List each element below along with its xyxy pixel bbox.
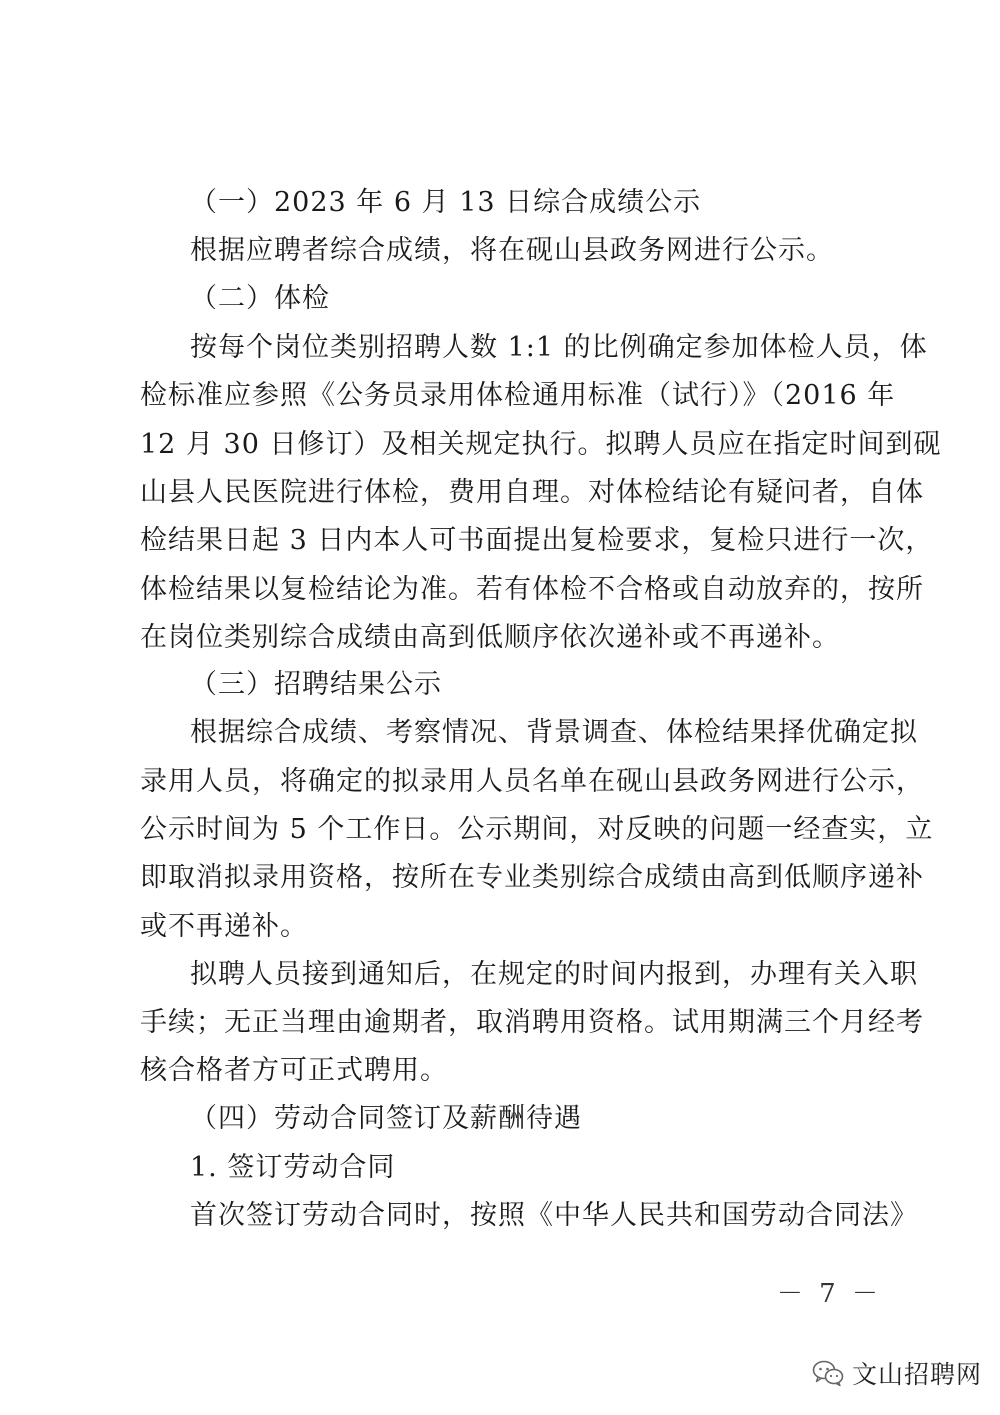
- paragraph-line: 或不再递补。: [140, 911, 308, 942]
- page-number: － 7 －: [776, 1279, 882, 1309]
- paragraph-line: 拟聘人员接到通知后，在规定的时间内报到，办理有关入职: [190, 959, 918, 990]
- section-heading-1: （一）2023 年 6 月 13 日综合成绩公示: [190, 187, 702, 218]
- section-heading-2: （二）体检: [190, 283, 330, 314]
- watermark: [812, 1355, 982, 1391]
- paragraph-line: 12 月 30 日修订）及相关规定执行。拟聘人员应在指定时间到砚: [140, 429, 942, 460]
- paragraph-line: 核合格者方可正式聘用。: [140, 1055, 448, 1086]
- subsection-heading: 1. 签订劳动合同: [190, 1152, 396, 1183]
- paragraph-line: 即取消拟录用资格，按所在专业类别综合成绩由高到低顺序递补: [140, 862, 924, 893]
- section-heading-4: （四）劳动合同签订及薪酬待遇: [190, 1103, 582, 1134]
- paragraph-line: 在岗位类别综合成绩由高到低顺序依次递补或不再递补。: [140, 622, 840, 653]
- watermark-text: 文山招聘网: [852, 1360, 983, 1389]
- paragraph-line: 首次签订劳动合同时，按照《中华人民共和国劳动合同法》: [190, 1200, 918, 1231]
- paragraph-line: 体检结果以复检结论为准。若有体检不合格或自动放弃的，按所: [140, 574, 924, 605]
- paragraph-line: 检标准应参照《公务员录用体检通用标准（试行）》（2016 年: [140, 380, 896, 411]
- paragraph-line: 手续；无正当理由逾期者，取消聘用资格。试用期满三个月经考: [140, 1007, 924, 1038]
- paragraph-line: 山县人民医院进行体检，费用自理。对体检结论有疑问者，自体: [140, 477, 924, 508]
- paragraph-line: 录用人员，将确定的拟录用人员名单在砚山县政务网进行公示，: [140, 766, 924, 797]
- paragraph-line: 公示时间为 5 个工作日。公示期间，对反映的问题一经查实，立: [140, 814, 934, 845]
- paragraph-line: 按每个岗位类别招聘人数 1:1 的比例确定参加体检人员，体: [190, 332, 928, 363]
- wechat-icon: [812, 1359, 844, 1387]
- paragraph-line: 根据应聘者综合成绩，将在砚山县政务网进行公示。: [190, 235, 834, 266]
- paragraph-line: 检结果日起 3 日内本人可书面提出复检要求，复检只进行一次，: [140, 525, 934, 556]
- section-heading-3: （三）招聘结果公示: [190, 669, 442, 700]
- paragraph-line: 根据综合成绩、考察情况、背景调查、体检结果择优确定拟: [190, 717, 918, 748]
